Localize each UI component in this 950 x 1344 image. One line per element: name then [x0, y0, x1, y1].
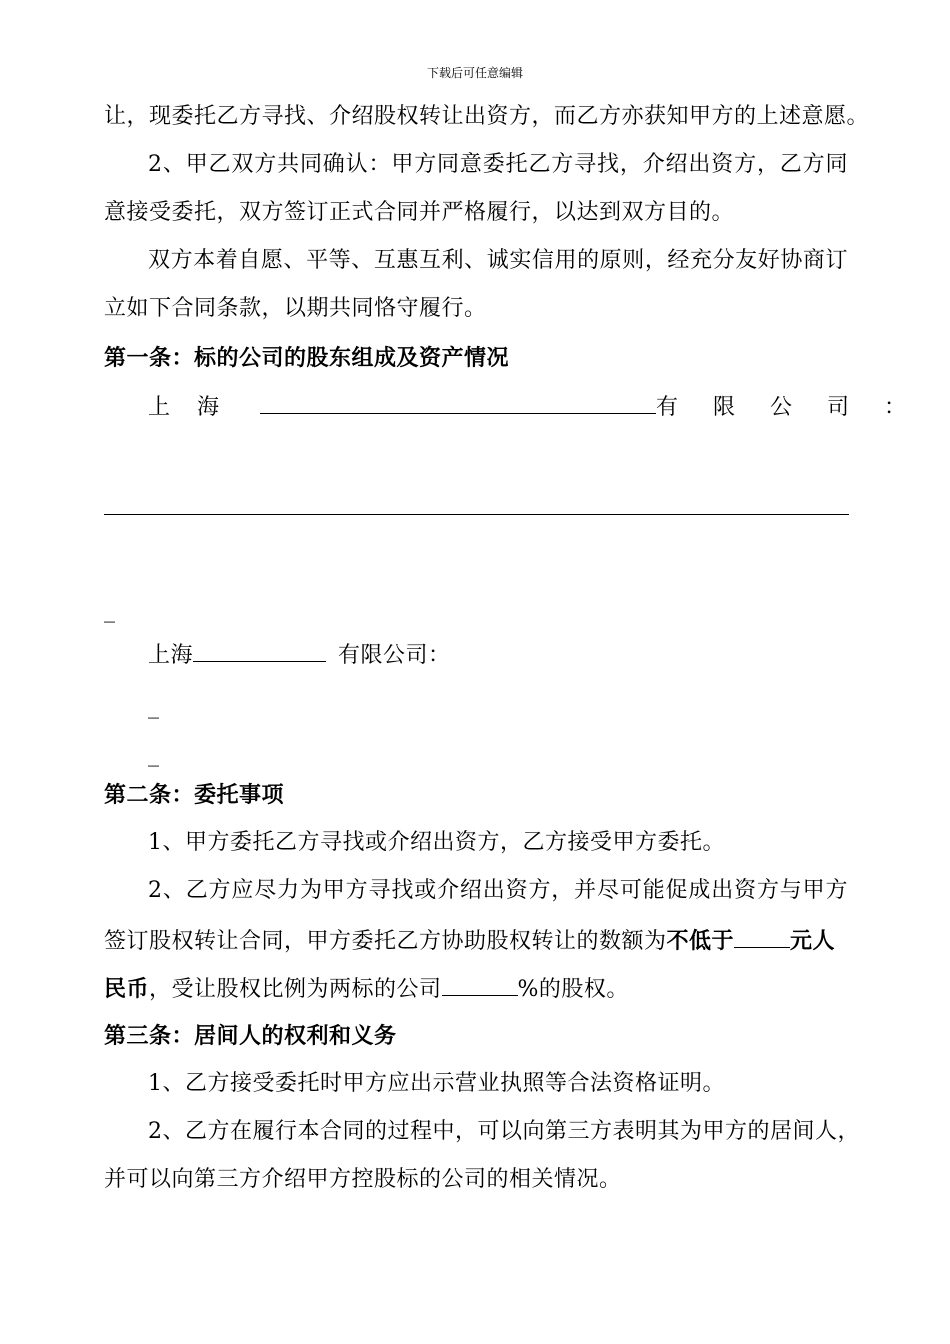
- article-2-min-amount-label: 不低于: [666, 928, 735, 954]
- company-1-suffix: 有 限 公 司 ：: [656, 395, 920, 420]
- dash-3: _: [148, 742, 159, 767]
- page-header-note: 下载后可任意编辑: [426, 66, 523, 80]
- intro-line-4: 双方本着自愿、平等、互惠互利、诚实信用的原则，经充分友好协商订: [148, 248, 848, 273]
- article-2-line-4: [104, 973, 849, 1005]
- company-2-name-blank[interactable]: [193, 639, 326, 662]
- company-2-prefix: 上海: [148, 643, 194, 668]
- company-2-suffix: 有限公司：: [338, 643, 451, 668]
- company-1-prefix: 上 海: [148, 395, 229, 420]
- intro-line-1: 让，现委托乙方寻找、介绍股权转让出资方，而乙方亦获知甲方的上述意愿。: [104, 104, 870, 129]
- article-3-line-3: 并可以向第三方介绍甲方控股标的公司的相关情况。: [104, 1167, 622, 1192]
- article-1-title: 第一条：标的公司的股东组成及资产情况: [104, 345, 510, 371]
- company-1-name-blank[interactable]: [260, 391, 656, 414]
- amount-blank[interactable]: [734, 925, 790, 948]
- article-3-line-2: 2、乙方在履行本合同的过程中，可以向第三方表明其为甲方的居间人，: [148, 1119, 860, 1144]
- company-1-line: [148, 391, 920, 423]
- dash-1: _: [104, 598, 115, 623]
- article-2-currency-label-cont: 民币: [104, 976, 150, 1002]
- intro-line-2: 2、甲乙双方共同确认：甲方同意委托乙方寻找，介绍出资方，乙方同: [148, 152, 848, 177]
- article-3-line-1: 1、乙方接受委托时甲方应出示营业执照等合法资格证明。: [148, 1071, 725, 1096]
- article-2-title: 第二条：委托事项: [104, 782, 285, 808]
- fill-in-rule[interactable]: [104, 514, 849, 515]
- percentage-blank[interactable]: [442, 973, 518, 996]
- article-2-line-3-text: 签订股权转让合同，甲方委托乙方协助股权转让的数额为: [104, 929, 667, 954]
- article-2-ratio-suffix: %的股权。: [517, 977, 629, 1002]
- intro-line-5: 立如下合同条款，以期共同恪守履行。: [104, 296, 487, 321]
- dash-2: _: [148, 694, 159, 719]
- article-2-line-3: [104, 925, 849, 957]
- article-3-title: 第三条：居间人的权利和义务: [104, 1023, 397, 1049]
- article-2-ratio-text: ，受让股权比例为两标的公司: [149, 977, 442, 1002]
- article-2-line-2: 2、乙方应尽力为甲方寻找或介绍出资方，并尽可能促成出资方与甲方: [148, 878, 848, 903]
- article-2-currency-label: 元人: [790, 928, 836, 954]
- intro-line-3: 意接受委托，双方签订正式合同并严格履行，以达到双方目的。: [104, 200, 735, 225]
- article-2-line-1: 1、甲方委托乙方寻找或介绍出资方，乙方接受甲方委托。: [148, 830, 725, 855]
- company-2-line: [148, 639, 848, 671]
